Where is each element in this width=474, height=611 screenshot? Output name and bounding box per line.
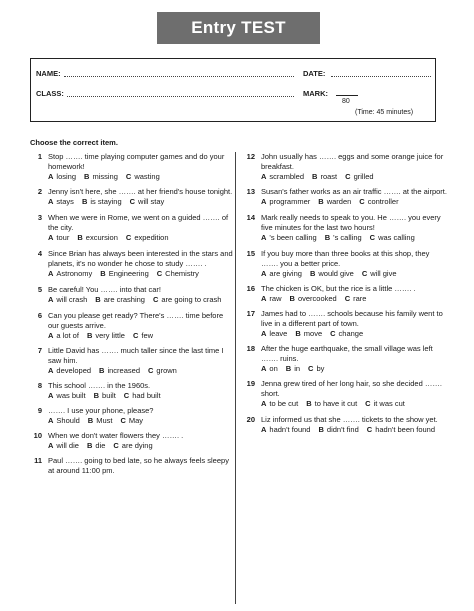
answer-option-c[interactable] <box>362 269 397 279</box>
answer-option-b[interactable] <box>95 295 145 305</box>
option-text: will stay <box>138 197 165 206</box>
option-text: move <box>303 329 323 338</box>
answer-option-a[interactable] <box>48 233 69 243</box>
answer-options <box>261 172 448 182</box>
question-number: 15 <box>246 249 255 258</box>
answer-options <box>261 329 448 339</box>
option-letter: C <box>113 441 119 450</box>
answer-option-a[interactable] <box>48 331 79 341</box>
option-text: will give <box>370 269 397 278</box>
option-letter: A <box>48 391 54 400</box>
question-text: Paul ……. going to bed late, so he always feels sleepy at around 11:00 pm. <box>48 456 229 475</box>
option-letter: A <box>48 331 54 340</box>
answer-option-c[interactable] <box>370 233 415 243</box>
date-field[interactable] <box>331 76 431 77</box>
question-number: 13 <box>246 187 255 196</box>
option-letter: C <box>361 269 368 278</box>
answer-option-c[interactable] <box>113 441 152 451</box>
option-letter: B <box>324 233 331 242</box>
option-letter: A <box>48 233 54 242</box>
question-number: 14 <box>246 213 255 222</box>
question-item <box>30 346 235 376</box>
question-item <box>243 284 448 304</box>
option-letter: A <box>261 364 267 373</box>
option-letter: B <box>86 331 93 340</box>
question-item <box>243 152 448 182</box>
question-text: Since Brian has always been interested in the stars and planets, it's no wonder he chose to study ……. . <box>48 249 233 268</box>
option-letter: B <box>295 329 301 338</box>
option-letter: B <box>87 416 94 425</box>
answer-options <box>48 233 235 243</box>
option-text: stays <box>56 197 74 206</box>
mark-denominator: 80 <box>342 98 350 105</box>
answer-options <box>261 364 448 374</box>
option-letter: A <box>261 294 267 303</box>
option-letter: A <box>261 329 267 338</box>
option-text: excursion <box>85 233 118 242</box>
option-letter: B <box>312 172 318 181</box>
option-letter: B <box>86 441 93 450</box>
answer-option-b[interactable] <box>310 269 354 279</box>
answer-option-a[interactable] <box>48 416 80 426</box>
question-item <box>30 285 235 305</box>
option-letter: A <box>261 399 267 408</box>
answer-option-a[interactable] <box>261 269 302 279</box>
option-text: increased <box>107 366 140 375</box>
answer-option-a[interactable] <box>261 329 287 339</box>
option-text: change <box>338 329 364 338</box>
question-item <box>243 213 448 243</box>
answer-option-b[interactable] <box>295 329 322 339</box>
option-text: few <box>141 331 154 340</box>
answer-option-a[interactable] <box>48 172 76 182</box>
option-text: to be cut <box>269 399 299 408</box>
answer-options <box>48 331 235 341</box>
answer-option-b[interactable] <box>318 197 351 207</box>
question-text: Susan's father works as an air traffic ……. at the airport. <box>261 187 447 196</box>
answer-option-c[interactable] <box>308 364 324 374</box>
option-letter: A <box>48 269 54 278</box>
answer-option-c[interactable] <box>153 295 221 305</box>
answer-option-b[interactable] <box>286 364 300 374</box>
option-letter: C <box>148 366 154 375</box>
answer-option-b[interactable] <box>87 441 105 451</box>
option-letter: B <box>84 172 90 181</box>
option-letter: A <box>261 172 267 181</box>
question-item <box>30 381 235 401</box>
option-letter: A <box>261 269 267 278</box>
question-text: John usually has ……. eggs and some orange juice for breakfast. <box>261 152 444 171</box>
option-letter: C <box>330 329 336 338</box>
option-text: had built <box>132 391 161 400</box>
option-letter: C <box>129 197 136 206</box>
test-title-text: Entry TEST <box>191 18 286 37</box>
option-text: hadn't found <box>269 425 311 434</box>
option-letter: B <box>289 294 295 303</box>
answer-option-a[interactable] <box>261 233 317 243</box>
option-text: roast <box>320 172 338 181</box>
option-letter: B <box>93 391 100 400</box>
answer-option-b[interactable] <box>318 425 358 435</box>
option-letter: C <box>156 269 163 278</box>
option-letter: B <box>318 197 324 206</box>
question-text: Jenna grew tired of her long hair, so she decided ……. short. <box>261 379 442 398</box>
answer-options <box>48 197 235 207</box>
option-letter: B <box>100 269 106 278</box>
answer-option-c[interactable] <box>157 269 199 279</box>
option-letter: A <box>261 233 267 242</box>
question-item <box>243 379 448 409</box>
option-text: to have it cut <box>314 399 358 408</box>
option-text: will die <box>56 441 79 450</box>
option-text: leave <box>269 329 288 338</box>
question-item <box>30 456 235 476</box>
option-text: rare <box>353 294 367 303</box>
option-text: very little <box>95 331 125 340</box>
question-text: Stop ……. time playing computer games and do your homework! <box>48 152 225 171</box>
questions-column-left <box>30 152 235 476</box>
option-text: tour <box>56 233 70 242</box>
question-number: 17 <box>246 309 255 318</box>
question-text: Little David has ……. much taller since the last time I saw him. <box>48 346 224 365</box>
answer-option-b[interactable] <box>325 233 362 243</box>
option-text: Should <box>56 416 80 425</box>
option-letter: A <box>48 197 54 206</box>
answer-option-c[interactable] <box>148 366 177 376</box>
answer-options <box>261 399 448 409</box>
option-text: overcooked <box>297 294 337 303</box>
question-item <box>30 152 235 182</box>
option-text: hadn't been found <box>375 425 436 434</box>
answer-options <box>261 294 448 304</box>
option-text: 's calling <box>333 233 362 242</box>
question-item <box>243 249 448 279</box>
option-text: was calling <box>378 233 415 242</box>
answer-option-b[interactable] <box>100 269 148 279</box>
option-letter: A <box>48 441 54 450</box>
option-letter: C <box>369 233 376 242</box>
name-field[interactable] <box>64 76 294 77</box>
time-note: (Time: 45 minutes) <box>355 109 414 116</box>
question-number: 1 <box>37 152 42 161</box>
option-letter: A <box>48 416 54 425</box>
question-item <box>30 431 235 451</box>
question-number: 20 <box>246 415 255 424</box>
option-text: Chemistry <box>165 269 199 278</box>
option-text: grown <box>156 366 177 375</box>
option-text: die <box>95 441 106 450</box>
option-letter: B <box>309 269 316 278</box>
question-text: This school ……. in the 1960s. <box>48 381 151 390</box>
question-number: 19 <box>246 379 255 388</box>
option-text: in <box>294 364 301 373</box>
option-text: would give <box>318 269 354 278</box>
question-text: The chicken is OK, but the rice is a little ……. . <box>261 284 416 293</box>
answer-options <box>261 425 448 435</box>
question-number: 2 <box>37 187 42 196</box>
question-text: James had to ……. schools because his family went to live in a different part of town. <box>261 309 443 328</box>
question-number: 5 <box>37 285 42 294</box>
class-label: CLASS: <box>36 89 64 98</box>
question-number: 6 <box>37 311 42 320</box>
question-item <box>30 249 235 279</box>
option-text: Engineering <box>108 269 149 278</box>
answer-option-c[interactable] <box>124 391 161 401</box>
answer-option-c[interactable] <box>130 197 165 207</box>
question-number: 7 <box>37 346 42 355</box>
answer-options <box>48 295 235 305</box>
option-text: are crashing <box>103 295 145 304</box>
option-letter: B <box>99 366 105 375</box>
question-item <box>30 187 235 207</box>
option-text: built <box>102 391 116 400</box>
question-number: 12 <box>246 152 255 161</box>
answer-options <box>261 197 448 207</box>
option-text: Must <box>96 416 113 425</box>
option-text: missing <box>92 172 118 181</box>
option-text: controller <box>367 197 399 206</box>
option-text: scrambled <box>269 172 305 181</box>
answer-option-c[interactable] <box>345 294 367 304</box>
option-letter: B <box>95 295 101 304</box>
mark-field[interactable] <box>336 95 358 96</box>
answer-option-b[interactable] <box>84 172 118 182</box>
answer-option-a[interactable] <box>261 364 278 374</box>
option-text: didn't find <box>326 425 359 434</box>
option-text: losing <box>56 172 77 181</box>
answer-option-a[interactable] <box>261 399 298 409</box>
name-label: NAME: <box>36 69 61 78</box>
option-letter: C <box>123 391 130 400</box>
question-number: 18 <box>246 344 255 353</box>
option-text: by <box>316 364 325 373</box>
answer-option-c[interactable] <box>367 425 435 435</box>
question-item <box>30 311 235 341</box>
option-letter: C <box>120 416 126 425</box>
answer-option-c[interactable] <box>133 331 153 341</box>
answer-option-c[interactable] <box>365 399 405 409</box>
question-number: 9 <box>37 406 42 415</box>
question-item <box>30 406 235 426</box>
answer-option-b[interactable] <box>82 197 122 207</box>
question-text: Liz informed us that she ……. tickets to the show yet. <box>261 415 438 424</box>
answer-option-a[interactable] <box>261 294 282 304</box>
answer-option-a[interactable] <box>48 391 86 401</box>
option-letter: C <box>344 294 351 303</box>
question-text: ……. I use your phone, please? <box>48 406 154 415</box>
student-info-box <box>30 58 436 122</box>
option-letter: A <box>48 366 54 375</box>
answer-option-a[interactable] <box>48 295 87 305</box>
option-text: on <box>269 364 278 373</box>
option-letter: B <box>306 399 312 408</box>
option-letter: B <box>318 425 324 434</box>
answer-option-a[interactable] <box>261 197 310 207</box>
question-text: Mark really needs to speak to you. He ……. you every five minutes for the last two hours! <box>261 213 441 232</box>
question-text: If you buy more than three books at this shop, they ……. you a better price. <box>261 249 430 268</box>
answer-option-c[interactable] <box>120 416 143 426</box>
option-letter: B <box>77 233 83 242</box>
answer-option-c[interactable] <box>359 197 398 207</box>
question-text: Can you please get ready? There's ……. time before our guests arrive. <box>48 311 224 330</box>
answer-options <box>261 269 448 279</box>
option-text: grilled <box>353 172 374 181</box>
answer-option-b[interactable] <box>77 233 118 243</box>
option-text: expedition <box>134 233 169 242</box>
option-text: wasting <box>134 172 160 181</box>
answer-option-b[interactable] <box>312 172 337 182</box>
option-letter: C <box>152 295 159 304</box>
option-text: it was cut <box>373 399 405 408</box>
answer-option-a[interactable] <box>48 441 79 451</box>
questions-column-right <box>243 152 448 435</box>
option-text: was built <box>56 391 86 400</box>
answer-options <box>48 441 235 451</box>
option-text: are going to crash <box>161 295 222 304</box>
date-label: DATE: <box>303 69 326 78</box>
question-item <box>30 213 235 243</box>
option-letter: A <box>261 425 267 434</box>
answer-option-c[interactable] <box>345 172 373 182</box>
question-item <box>243 187 448 207</box>
mark-label: MARK: <box>303 89 328 98</box>
class-field[interactable] <box>67 96 294 97</box>
option-letter: A <box>261 197 267 206</box>
question-number: 16 <box>246 284 255 293</box>
answer-options <box>48 391 235 401</box>
option-text: are dying <box>121 441 153 450</box>
answer-option-c[interactable] <box>330 329 363 339</box>
question-item <box>243 415 448 435</box>
option-letter: C <box>359 197 365 206</box>
option-text: warden <box>326 197 352 206</box>
option-letter: C <box>345 172 351 181</box>
answer-options <box>48 172 235 182</box>
option-letter: B <box>285 364 292 373</box>
option-letter: C <box>366 425 373 434</box>
question-text: When we don't water flowers they ……. . <box>48 431 184 440</box>
option-letter: C <box>365 399 371 408</box>
question-text: Be careful! You ……. into that car! <box>48 285 161 294</box>
option-text: will crash <box>56 295 88 304</box>
option-text: developed <box>56 366 92 375</box>
question-item <box>243 344 448 374</box>
option-letter: C <box>125 233 132 242</box>
answer-option-a[interactable] <box>48 366 91 376</box>
option-letter: B <box>81 197 88 206</box>
option-text: Astronomy <box>56 269 93 278</box>
option-letter: C <box>125 172 132 181</box>
answer-options <box>48 366 235 376</box>
option-text: are giving <box>269 269 302 278</box>
option-letter: A <box>48 172 54 181</box>
answer-option-a[interactable] <box>48 197 74 207</box>
answer-option-b[interactable] <box>290 294 337 304</box>
answer-option-b[interactable] <box>306 399 357 409</box>
option-text: May <box>128 416 144 425</box>
option-text: is staying <box>90 197 122 206</box>
answer-option-a[interactable] <box>48 269 92 279</box>
option-text: a lot of <box>56 331 79 340</box>
answer-options <box>48 269 235 279</box>
option-text: raw <box>269 294 282 303</box>
answer-option-c[interactable] <box>126 233 169 243</box>
answer-options <box>48 416 235 426</box>
question-text: After the huge earthquake, the small village was left ……. ruins. <box>261 344 433 363</box>
question-text: Jenny isn't here, she ……. at her friend's house tonight. <box>48 187 233 196</box>
question-number: 4 <box>37 249 42 258</box>
option-letter: C <box>308 364 314 373</box>
option-letter: A <box>48 295 54 304</box>
answer-option-b[interactable] <box>87 331 125 341</box>
option-text: programmer <box>269 197 311 206</box>
column-divider <box>235 152 236 604</box>
answer-options <box>261 233 448 243</box>
answer-option-b[interactable] <box>94 391 116 401</box>
option-text: 's been calling <box>269 233 317 242</box>
question-number: 3 <box>37 213 42 222</box>
question-item <box>243 309 448 339</box>
instruction: Choose the correct item. <box>30 138 118 147</box>
answer-option-a[interactable] <box>261 172 304 182</box>
question-text: When we were in Rome, we went on a guided ……. of the city. <box>48 213 229 232</box>
question-number: 11 <box>34 456 42 465</box>
option-letter: C <box>132 331 139 340</box>
answer-option-b[interactable] <box>88 416 113 426</box>
test-title <box>157 12 320 44</box>
answer-option-a[interactable] <box>261 425 310 435</box>
question-number: 10 <box>33 431 42 440</box>
answer-option-b[interactable] <box>99 366 140 376</box>
question-number: 8 <box>37 381 42 390</box>
answer-option-c[interactable] <box>126 172 160 182</box>
